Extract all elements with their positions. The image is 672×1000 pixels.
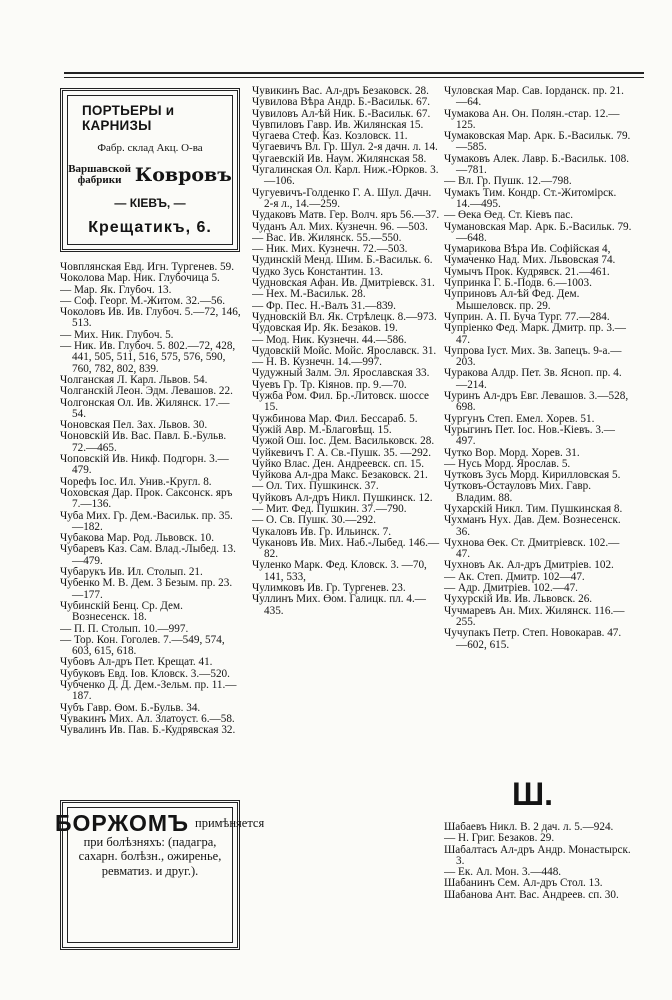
directory-entry: — Н. Григ. Безаков. 29. [444, 833, 555, 845]
ad-address: Крещатикъ, 6. [88, 219, 212, 237]
directory-entry: Чумычъ Прок. Кудрявск. 21.—461. [444, 266, 610, 278]
directory-entry: Чуленко Марк. Фед. Кловск. 3. —70, 141, 533, [252, 560, 427, 583]
top-rule [64, 72, 644, 78]
directory-entry: Чоповскій Ив. Никф. Подгорн. 3.—479. [60, 454, 229, 477]
directory-entry: Чуевъ Гр. Тр. Кіянов. пр. 9.—70. [252, 379, 407, 391]
directory-entry: Чухманъ Нух. Дав. Дем. Вознесенск. 36. [444, 515, 621, 538]
directory-entry: — Мар. Як. Глубоч. 13. [60, 284, 172, 296]
directory-entry: Чугаева Стеф. Каз. Козловск. 11. [252, 131, 408, 143]
directory-entry: Чугаевскій Ив. Наум. Жилянская 58. [252, 153, 427, 165]
directory-entry: Чутко Вор. Морд. Хорев. 31. [444, 447, 580, 459]
directory-entry: Чубакова Мар. Род. Львовск. 10. [60, 533, 215, 545]
directory-entry: — Ол. Тих. Пушкинск. 37. [252, 481, 379, 493]
directory-entry: Шабаевъ Никл. В. 2 дач. л. 5.—924. [444, 822, 614, 833]
directory-entry: Чувакинъ Мих. Ал. Златоуст. 6.—58. [60, 713, 235, 725]
directory-entry: — Өека Өед. Ст. Кіевъ пас. [444, 210, 574, 222]
carpet-advertisement [60, 88, 240, 252]
directory-entry: Чупрова Іуст. Мих. Зв. Запецъ. 9-а.—203. [444, 345, 622, 369]
directory-entry: Чупріенко Фед. Марк. Дмитр. пр. 3.—47. [444, 323, 626, 346]
ad-headline: ПОРТЬЕРЫ и КАРНИЗЫ [82, 102, 175, 133]
directory-entry: Чужой Ош. Іос. Дем. Васильковск. 28. [252, 436, 435, 448]
directory-entry: — Ак. Степ. Дмитр. 102—47. [444, 571, 585, 583]
directory-entry: Чулимковъ Ив. Гр. Тургенев. 23. [252, 583, 406, 595]
directory-entry: Чудновскій Вл. Як. Стрѣлецк. 8.—973. [252, 311, 437, 323]
directory-entry: Чолганскій Леон. Эдм. Левашов. 22. [60, 386, 233, 398]
ad-factory: фабрики [77, 173, 122, 186]
directory-entry: — Нусь Морд. Ярослав. 5. [444, 458, 571, 470]
section-letter: Ш. [512, 776, 554, 812]
directory-entry: Чоколовъ Ив. Ив. Глубоч. 5.—72, 146, 513. [60, 307, 241, 330]
directory-entry: Чучмаревъ Ан. Мих. Жилянск. 116.—255. [444, 605, 625, 628]
directory-entry: Шабанинъ Сем. Ал-дръ Стол. 13. [444, 878, 603, 890]
directory-entry: Чудовская Ир. Як. Безаков. 19. [252, 323, 398, 335]
directory-entry: — Фр. Пес. Н.-Валъ 31.—839. [252, 300, 396, 312]
directory-entry: Чоколова Мар. Ник. Глубочица 5. [60, 273, 220, 285]
directory-entry: Чужба Ром. Фил. Бр.-Литовск. шоссе 15. [252, 391, 429, 414]
directory-entry: Чувилова Вѣра Андр. Б.-Васильк. 67. [252, 97, 431, 109]
directory-entry: Чувикинъ Вас. Ал-дръ Безаковск. 28. [252, 86, 429, 97]
directory-entry: Чубенко М. В. Дем. 3 Безым. пр. 23.—177. [60, 578, 233, 601]
directory-entry: Чубовъ Ал-дръ Пет. Крещат. 41. [60, 657, 213, 669]
borjom-tag: примѣняется [195, 815, 265, 830]
directory-entry: Чуйкевичъ Г. А. Св.-Пушк. 35. —292. [252, 447, 432, 459]
ad-city: — КІЕВЪ, — [114, 195, 186, 210]
directory-entry: Чувалинъ Ив. Пав. Б.-Кудрявская 32. [60, 725, 236, 737]
directory-entry: Чуприн. А. П. Буча Тург. 77.—284. [444, 311, 610, 323]
directory-entry: Чучупакъ Петр. Степ. Новокарав. 47.—602, 615. [444, 628, 622, 651]
directory-entry: Чуйковъ Ал-дръ Никл. Пушкинск. 12. [252, 492, 433, 504]
directory-entry: Чудновская Афан. Ив. Дмитріевск. 31. [252, 278, 435, 290]
directory-entry: Чукаловъ Ив. Гр. Ильинск. 7. [252, 526, 391, 538]
borjom-advertisement [55, 800, 265, 950]
directory-entry: Чубуковъ Евд. Іов. Кловск. 3.—520. [60, 668, 230, 680]
directory-entry: — О. Св. Пушк. 30.—292. [252, 515, 377, 527]
directory-entry: Чолганская Л. Карл. Львов. 54. [60, 374, 208, 386]
directory-entry: — Ник. Мих. Кузнечн. 72.—503. [252, 244, 408, 256]
directory-entry: Чудко Зусь Константин. 13. [252, 266, 384, 278]
directory-entry: Чуйко Влас. Ден. Андреевск. сп. 15. [252, 458, 425, 470]
ad-brand: Ковровъ [134, 163, 232, 186]
column-left [60, 262, 242, 736]
borjom-brand: БОРЖОМЪ [55, 810, 189, 836]
directory-entry: Чургунъ Степ. Емел. Хорев. 51. [444, 413, 595, 425]
directory-entry: Чуйкова Ал-дра Макс. Безаковск. 21. [252, 470, 428, 482]
directory-entry: Чудужный Залм. Эл. Ярославская 33. [252, 368, 430, 380]
directory-entry: Шабанова Ант. Вас. Андреев. сп. 30. [444, 889, 619, 901]
directory-entry: Чумановская Мар. Арк. Б.-Васильк. 79.—648. [444, 221, 632, 244]
directory-entry: — Соф. Георг. М.-Житом. 32.—56. [60, 295, 226, 307]
directory-entry: Чурыгинъ Пет. Іос. Нов.-Кіевъ. 3.—497. [444, 424, 615, 448]
directory-entry: Чубченко Д. Д. Дем.-Зельм. пр. 11.—187. [60, 679, 237, 703]
directory-entry: Чумарикова Вѣра Ив. Софійская 4, [444, 244, 611, 256]
directory-entry: Чужбинова Мар. Фил. Бессараб. 5. [252, 413, 418, 425]
directory-entry: Чухарскій Никл. Тим. Пушкинская 8. [444, 503, 623, 515]
directory-entry: Чумакова Ан. Он. Полян.-стар. 12.—125. [444, 108, 620, 131]
ad-subline: Фабр. склад Акц. О-ва [97, 142, 203, 155]
directory-entry: Чорефъ Іос. Ил. Унив.-Кругл. 8. [60, 476, 212, 488]
directory-entry: Чутковъ-Остауловъ Мих. Гавр. Владим. 88. [444, 481, 592, 504]
directory-entry: Чувиловъ Ал-ѣй Ник. Б.-Васильк. 67. [252, 108, 431, 120]
directory-entry: — Мих. Ник. Глубоч. 5. [60, 329, 174, 341]
directory-entry: Шабалтасъ Ал-дръ Андр. Монастырск. 3. [444, 844, 631, 867]
ad-warsaw: Варшавской [68, 162, 131, 175]
directory-entry: Чуприновъ Ал-ѣй Фед. Дем. Мышеловск. пр. 29. [444, 289, 580, 312]
column-right [444, 86, 632, 651]
directory-entry: Чуракова Алдр. Пет. Зв. Ясноп. пр. 4.—214. [444, 368, 622, 391]
directory-entry: — Тор. Кон. Гоголев. 7.—549, 574, 603, 615, 618. [60, 634, 225, 658]
directory-entry: — П. П. Столып. 10.—997. [60, 623, 189, 635]
directory-entry: — Ник. Ив. Глубоч. 5. 802.—72, 428, 441, 505, 511, 516, 575, 576, 590, 760, 782, 802, 839. [60, 341, 236, 375]
directory-entry: Чумаченко Над. Мих. Львовская 74. [444, 255, 616, 267]
column-middle [252, 86, 440, 617]
directory-entry: — Адр. Дмитріев. 102.—47. [444, 583, 578, 595]
directory-entry: Чудовскій Мойс. Мойс. Ярославск. 31. [252, 345, 437, 357]
directory-entry: Чолгонская Ол. Ив. Жилянск. 17.—54. [60, 397, 230, 420]
directory-entry: Чубаревъ Каз. Сам. Влад.-Лыбед. 13.—479. [60, 544, 236, 567]
column-right-sha [444, 822, 632, 901]
directory-entry: Чупринка Г. Б.-Подв. 6.—1003. [444, 278, 592, 290]
directory-entry: Чугалинская Ол. Карл. Ниж.-Юрков. 3.—106. [252, 165, 439, 188]
directory-entry: Човплянская Евд. Игн. Тургенев. 59. [60, 262, 235, 273]
directory-entry: Чубъ Гавр. Өом. Б.-Бульв. 34. [60, 702, 201, 714]
borjom-text: при болѣзняхъ: (падагра, сахарн. болѣзн., ожиренье, ревматиз. и друг.). [78, 834, 222, 878]
directory-entry: Чудаковъ Матв. Гер. Волч. яръ 56.—37. [252, 210, 440, 222]
directory-entry: Чоховская Дар. Прок. Саксонск. яръ 7.—136. [60, 487, 233, 511]
directory-entry: Чуринъ Ал-дръ Евг. Левашов. 3.—528, 698. [444, 391, 629, 414]
directory-entry: Чугуевичъ-Голденко Г. А. Шул. Дачн. 2-я л., 14.—259. [252, 187, 432, 210]
directory-entry: Чумакъ Тим. Кондр. Ст.-Житомірск. 14.—495. [444, 187, 617, 210]
directory-entry: — Ек. Ал. Мон. 3.—448. [444, 867, 562, 879]
directory-entry: Чужій Авр. М.-Благовѣщ. 15. [252, 424, 392, 436]
directory-entry: Чоновская Пел. Зах. Львов. 30. [60, 420, 208, 432]
directory-entry: — Н. В. Кузнечн. 14.—997. [252, 357, 382, 369]
directory-entry: Чумаковская Мар. Арк. Б.-Васильк. 79.—585. [444, 131, 631, 154]
directory-entry: Чугаевичъ Вл. Гр. Шул. 2-я дачн. л. 14. [252, 142, 438, 154]
directory-entry: — Мит. Фед. Пушкин. 37.—790. [252, 503, 407, 515]
directory-entry: Чоновскій Ив. Вас. Павл. Б.-Бульв. 72.—465. [60, 431, 227, 454]
directory-entry: Чутковъ Зусь Морд. Кирилловская 5. [444, 470, 621, 482]
directory-entry: — Мод. Ник. Кузнечн. 44.—586. [252, 334, 407, 346]
directory-entry: Чудинскій Менд. Шим. Б.-Васильк. 6. [252, 255, 433, 267]
directory-entry: Чубинскій Бенц. Ср. Дем. Вознесенск. 18. [60, 600, 183, 624]
directory-entry: Чухнова Өек. Ст. Дмитріевск. 102.—47. [444, 537, 620, 561]
directory-entry: Чуллинъ Мих. Өом. Галицк. пл. 4.—435. [252, 594, 426, 617]
directory-entry: Чуданъ Ал. Мих. Кузнечн. 96. —503. [252, 221, 428, 233]
directory-entry: Чукановъ Ив. Мих. Наб.-Лыбед. 146.—82. [252, 537, 440, 561]
directory-entry: Чухновъ Ак. Ал-дръ Дмитріев. 102. [444, 560, 614, 572]
directory-entry: Чуловская Мар. Сав. Іорданск. пр. 21.—64. [444, 86, 624, 109]
directory-entry: — Вл. Гр. Пушк. 12.—798. [444, 176, 572, 188]
directory-entry: Чуба Мих. Гр. Дем.-Васильк. пр. 35.—182. [60, 510, 233, 533]
directory-entry: Чухурскій Ив. Ив. Львовск. 26. [444, 594, 593, 606]
directory-entry: — Вас. Ив. Жилянск. 55.—550. [252, 232, 402, 244]
directory-entry: Чубарукъ Ив. Ил. Столып. 21. [60, 567, 203, 579]
directory-entry: — Нех. М.-Васильк. 28. [252, 289, 366, 301]
directory-entry: Чувпиловъ Гавр. Ив. Жилянская 15. [252, 119, 424, 131]
directory-entry: Чумаковъ Алек. Лавр. Б.-Васильк. 108.—781. [444, 153, 630, 177]
